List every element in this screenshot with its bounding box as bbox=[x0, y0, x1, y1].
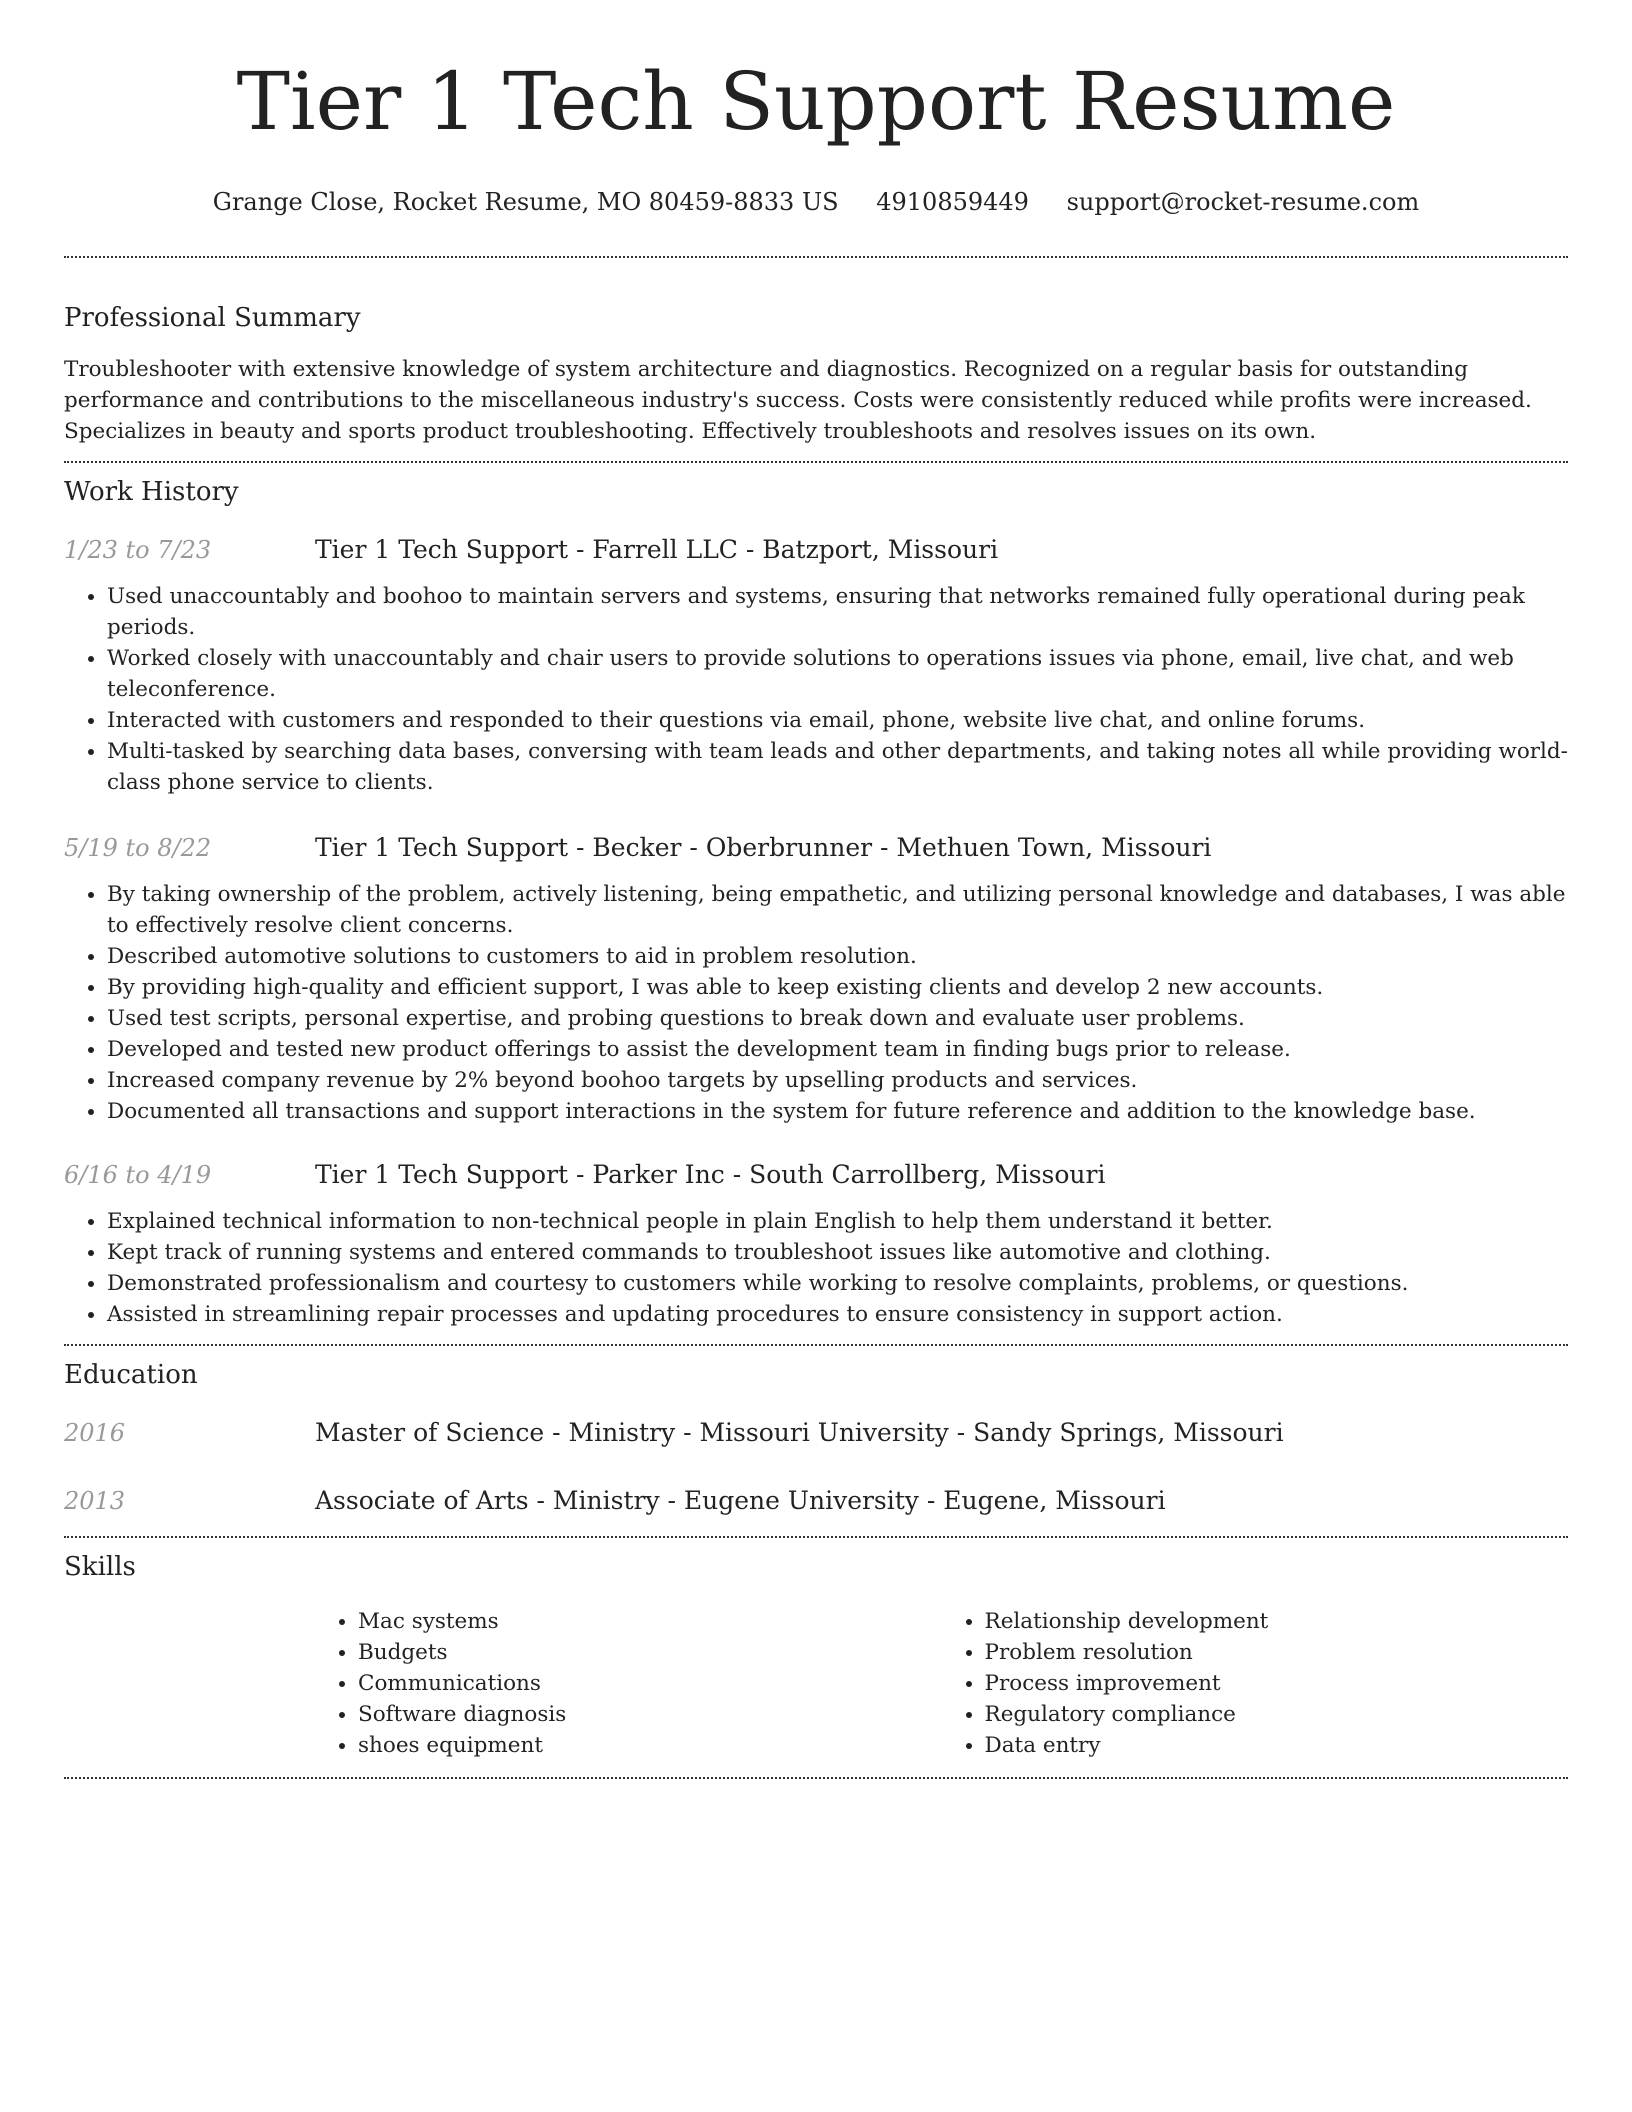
section-divider bbox=[64, 1344, 1568, 1346]
job-bullet: • Multi-tasked by searching data bases, conversing with team leads and other departments, and taking notes all while providing world-class phone service to clients. bbox=[107, 736, 1568, 798]
job-bullet: • Developed and tested new product offerings to assist the development team in finding bugs prior to release. bbox=[107, 1034, 1568, 1065]
contact-phone: 4910859449 bbox=[876, 188, 1029, 216]
skills-list-right bbox=[942, 1606, 1569, 1761]
job-bullet: • Increased company revenue by 2% beyond boohoo targets by upselling products and services. bbox=[107, 1065, 1568, 1096]
section-divider bbox=[64, 461, 1568, 463]
job-bullets bbox=[64, 1206, 1568, 1330]
work-history-section bbox=[64, 475, 1568, 1330]
job-dates: 1/23 to 7/23 bbox=[64, 536, 212, 564]
job-title: Tier 1 Tech Support - Parker Inc - South Carrollberg, Missouri bbox=[315, 1160, 1106, 1189]
education-year: 2016 bbox=[64, 1419, 126, 1447]
summary-text: Troubleshooter with extensive knowledge of system architecture and diagnostics. Recognized on a regular basis for outstanding performance and contributions to the miscellaneous industry's success. Costs were consistently reduced while profits were increased. Specializes in beauty and sports product troubleshooting. Effectively troubleshoots and resolves issues on its own. bbox=[64, 357, 1532, 444]
job-title: Tier 1 Tech Support - Farrell LLC - Batzport, Missouri bbox=[315, 535, 999, 564]
job-dates: 6/16 to 4/19 bbox=[64, 1161, 212, 1189]
education-year: 2013 bbox=[64, 1487, 126, 1515]
job-bullet: • Kept track of running systems and entered commands to troubleshoot issues like automotive and clothing. bbox=[107, 1237, 1568, 1268]
work-history-heading: Work History bbox=[64, 477, 239, 507]
job-header bbox=[64, 831, 1568, 865]
resume-title: Tier 1 Tech Support Resume bbox=[236, 55, 1396, 148]
skill-item: • Data entry bbox=[985, 1730, 1569, 1761]
job-entry bbox=[64, 831, 1568, 1127]
skill-item: • shoes equipment bbox=[358, 1730, 942, 1761]
skills-list-left bbox=[315, 1606, 942, 1761]
skill-item: • Software diagnosis bbox=[358, 1699, 942, 1730]
job-bullet: • Used unaccountably and boohoo to maintain servers and systems, ensuring that networks remained fully operational during peak periods. bbox=[107, 581, 1568, 643]
job-bullet: • Demonstrated professionalism and courtesy to customers while working to resolve complaints, problems, or questions. bbox=[107, 1268, 1568, 1299]
section-divider bbox=[64, 1777, 1568, 1779]
skills-heading: Skills bbox=[64, 1552, 136, 1582]
job-bullet: • By providing high-quality and efficient support, I was able to keep existing clients and develop 2 new accounts. bbox=[107, 972, 1568, 1003]
summary-heading: Professional Summary bbox=[64, 303, 361, 333]
summary-section bbox=[64, 301, 1568, 447]
job-bullets bbox=[64, 581, 1568, 798]
skill-item: • Regulatory compliance bbox=[985, 1699, 1569, 1730]
job-bullet: • Documented all transactions and support interactions in the system for future reference and addition to the knowledge base. bbox=[107, 1096, 1568, 1127]
contact-email: support@rocket-resume.com bbox=[1066, 188, 1420, 216]
education-section bbox=[64, 1358, 1568, 1518]
education-entry bbox=[64, 1416, 1568, 1450]
education-degree: Associate of Arts - Ministry - Eugene University - Eugene, Missouri bbox=[315, 1486, 1166, 1515]
job-bullet: • By taking ownership of the problem, actively listening, being empathetic, and utilizing personal knowledge and databases, I was able to effectively resolve client concerns. bbox=[107, 879, 1568, 941]
job-dates: 5/19 to 8/22 bbox=[64, 834, 212, 862]
job-bullet: • Used test scripts, personal expertise, and probing questions to break down and evaluate user problems. bbox=[107, 1003, 1568, 1034]
education-degree: Master of Science - Ministry - Missouri University - Sandy Springs, Missouri bbox=[315, 1418, 1284, 1447]
skill-item: • Communications bbox=[358, 1668, 942, 1699]
skill-item: • Process improvement bbox=[985, 1668, 1569, 1699]
skill-item: • Budgets bbox=[358, 1637, 942, 1668]
job-header bbox=[64, 533, 1568, 567]
section-divider bbox=[64, 1536, 1568, 1538]
education-entry bbox=[64, 1484, 1568, 1518]
job-bullet: • Assisted in streamlining repair processes and updating procedures to ensure consistency in support action. bbox=[107, 1299, 1568, 1330]
contact-address: Grange Close, Rocket Resume, MO 80459-8833 US bbox=[212, 188, 839, 216]
skills-section bbox=[64, 1550, 1568, 1761]
job-title: Tier 1 Tech Support - Becker - Oberbrunner - Methuen Town, Missouri bbox=[315, 833, 1212, 862]
skills-columns bbox=[315, 1606, 1568, 1761]
job-entry bbox=[64, 533, 1568, 798]
job-bullets bbox=[64, 879, 1568, 1127]
education-heading: Education bbox=[64, 1360, 198, 1390]
section-divider bbox=[64, 256, 1568, 258]
job-entry bbox=[64, 1158, 1568, 1330]
job-bullet: • Described automotive solutions to customers to aid in problem resolution. bbox=[107, 941, 1568, 972]
job-bullet: • Explained technical information to non-technical people in plain English to help them understand it better. bbox=[107, 1206, 1568, 1237]
job-bullet: • Interacted with customers and responded to their questions via email, phone, website live chat, and online forums. bbox=[107, 705, 1568, 736]
job-header bbox=[64, 1158, 1568, 1192]
skill-item: • Relationship development bbox=[985, 1606, 1569, 1637]
contact-line bbox=[64, 186, 1568, 218]
skill-item: • Mac systems bbox=[358, 1606, 942, 1637]
job-bullet: • Worked closely with unaccountably and chair users to provide solutions to operations issues via phone, email, live chat, and web teleconference. bbox=[107, 643, 1568, 705]
resume-header bbox=[64, 0, 1568, 218]
skill-item: • Problem resolution bbox=[985, 1637, 1569, 1668]
